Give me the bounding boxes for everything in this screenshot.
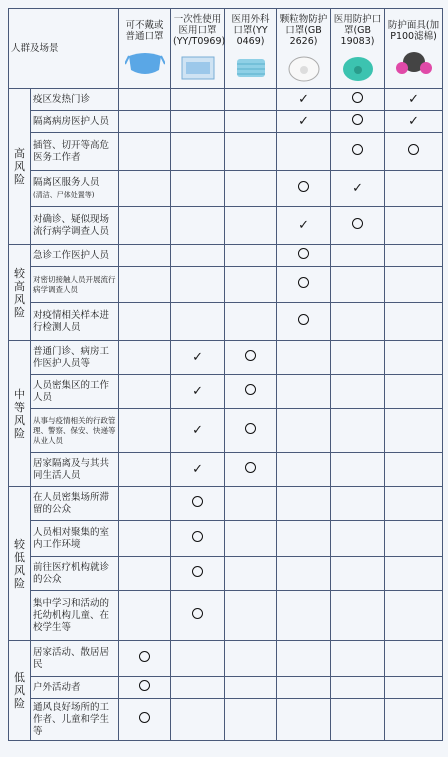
mark-cell <box>331 375 385 409</box>
mark-cell <box>331 641 385 677</box>
mark-cell <box>385 375 443 409</box>
mark-cell <box>277 341 331 375</box>
mark-cell <box>225 453 277 487</box>
mark-cell <box>171 699 225 741</box>
mark-cell <box>119 453 171 487</box>
check-icon: ✓ <box>192 423 203 438</box>
mark-cell <box>171 591 225 641</box>
scene-cell <box>31 303 119 341</box>
scene-label: 疫区发热门诊 <box>33 93 91 105</box>
mark-cell <box>277 521 331 557</box>
header-row <box>9 9 443 89</box>
mark-cell <box>331 453 385 487</box>
scene-label: 集中学习和活动的托幼机构儿童、在校学生等 <box>33 597 110 633</box>
mark-cell <box>385 677 443 699</box>
mark-cell <box>171 375 225 409</box>
risk-level-cell <box>9 487 31 641</box>
mark-cell <box>385 171 443 207</box>
mark-cell <box>385 453 443 487</box>
mark-cell <box>331 133 385 171</box>
mark-cell <box>331 699 385 741</box>
mark-cell <box>225 641 277 677</box>
scene-label: 隔离区服务人员 <box>33 176 100 188</box>
mark-cell <box>119 111 171 133</box>
risk-level-cell <box>9 341 31 487</box>
mark-cell <box>277 267 331 303</box>
table-row <box>9 677 443 699</box>
mark-cell <box>331 521 385 557</box>
mark-cell <box>331 245 385 267</box>
mark-cell <box>225 303 277 341</box>
risk-level-cell <box>9 245 31 341</box>
scene-cell <box>31 487 119 521</box>
check-icon: ✓ <box>192 462 203 477</box>
mark-cell <box>385 699 443 741</box>
mark-cell <box>385 89 443 111</box>
mark-cell <box>385 111 443 133</box>
circle-icon <box>192 608 203 619</box>
mark-cell <box>277 207 331 245</box>
mark-cell <box>225 591 277 641</box>
scene-label: 对密切接触人员开展流行病学调查人员 <box>33 274 116 294</box>
mark-cell <box>277 453 331 487</box>
mark-cell <box>171 111 225 133</box>
scene-label: 插管、切开等高危医务工作者 <box>33 139 110 163</box>
mark-cell <box>119 699 171 741</box>
mark-cell <box>119 677 171 699</box>
disposable-mask-pack-icon <box>178 53 218 83</box>
scene-label: 户外活动者 <box>33 681 81 693</box>
circle-icon <box>245 462 256 473</box>
circle-icon <box>352 218 363 229</box>
mark-cell <box>277 303 331 341</box>
mark-cell <box>119 341 171 375</box>
column-header <box>225 9 277 89</box>
risk-level-label: 较低风险 <box>14 537 25 590</box>
column-label: 可不戴或普通口罩 <box>125 19 164 42</box>
mark-cell <box>119 245 171 267</box>
mark-cell <box>225 557 277 591</box>
mark-cell <box>171 409 225 453</box>
mark-cell <box>385 207 443 245</box>
circle-icon <box>139 651 150 662</box>
mark-cell <box>225 677 277 699</box>
mark-cell <box>171 267 225 303</box>
check-icon: ✓ <box>408 114 419 129</box>
mark-cell <box>225 245 277 267</box>
risk-level-label: 高风险 <box>14 147 25 186</box>
mark-cell <box>225 375 277 409</box>
risk-level-cell <box>9 89 31 245</box>
scene-label: 居家隔离及与其共同生活人员 <box>33 457 110 481</box>
mark-cell <box>119 89 171 111</box>
mark-cell <box>171 171 225 207</box>
circle-icon <box>245 350 256 361</box>
mark-cell <box>277 557 331 591</box>
table-row <box>9 111 443 133</box>
risk-level-label: 中等风险 <box>14 387 25 440</box>
scene-cell <box>31 89 119 111</box>
mark-cell <box>119 521 171 557</box>
check-icon: ✓ <box>192 350 203 365</box>
mark-cell <box>277 409 331 453</box>
risk-level-label: 较高风险 <box>14 266 25 319</box>
mark-cell <box>225 267 277 303</box>
scene-cell <box>31 557 119 591</box>
mark-cell <box>331 207 385 245</box>
mask-guide-table <box>8 8 443 741</box>
mark-cell <box>225 89 277 111</box>
mark-cell <box>119 641 171 677</box>
scene-cell <box>31 133 119 171</box>
circle-icon <box>245 423 256 434</box>
scene-cell <box>31 699 119 741</box>
teal-n95-mask-icon <box>338 53 378 83</box>
table-row <box>9 375 443 409</box>
mark-cell <box>331 303 385 341</box>
mark-cell <box>277 641 331 677</box>
circle-icon <box>192 566 203 577</box>
circle-icon <box>352 114 363 125</box>
mark-cell <box>277 111 331 133</box>
mark-cell <box>225 487 277 521</box>
mark-cell <box>331 591 385 641</box>
scene-cell <box>31 641 119 677</box>
scene-cell <box>31 677 119 699</box>
mark-cell <box>119 409 171 453</box>
mark-cell <box>119 207 171 245</box>
scene-label: 居家活动、散居居民 <box>33 646 110 670</box>
mark-cell <box>385 267 443 303</box>
mark-cell <box>171 341 225 375</box>
circle-icon <box>352 144 363 155</box>
circle-icon <box>298 277 309 288</box>
mark-cell <box>119 133 171 171</box>
scene-label: 急诊工作医护人员 <box>33 249 110 261</box>
scene-cell <box>31 111 119 133</box>
mark-cell <box>385 303 443 341</box>
column-header <box>119 9 171 89</box>
scene-cell <box>31 341 119 375</box>
mark-cell <box>225 409 277 453</box>
circle-icon <box>192 531 203 542</box>
mark-cell <box>171 677 225 699</box>
circle-icon <box>408 144 419 155</box>
mark-cell <box>385 557 443 591</box>
mark-cell <box>331 487 385 521</box>
scene-note: (清洁、尸体处置等) <box>33 190 95 199</box>
table-row <box>9 303 443 341</box>
check-icon: ✓ <box>298 218 309 233</box>
scene-label: 从事与疫情相关的行政管理、警察、保安、快递等从业人员 <box>33 415 116 445</box>
table-row <box>9 171 443 207</box>
surgical-mask-icon <box>231 53 271 83</box>
mark-cell <box>225 171 277 207</box>
table-row <box>9 207 443 245</box>
table-row <box>9 341 443 375</box>
mark-cell <box>277 375 331 409</box>
column-label: 一次性使用医用口罩(YY/T0969) <box>173 14 226 47</box>
table-row <box>9 453 443 487</box>
scene-cell <box>31 375 119 409</box>
mark-cell <box>277 487 331 521</box>
mark-cell <box>331 111 385 133</box>
scene-label: 前往医疗机构就诊的公众 <box>33 561 110 585</box>
scene-cell <box>31 207 119 245</box>
table-row <box>9 699 443 741</box>
mark-cell <box>277 591 331 641</box>
mark-cell <box>225 207 277 245</box>
mark-cell <box>171 487 225 521</box>
risk-level-cell <box>9 641 31 741</box>
table-row <box>9 267 443 303</box>
mark-cell <box>225 133 277 171</box>
scene-label: 隔离病房医护人员 <box>33 115 110 127</box>
mark-cell <box>385 521 443 557</box>
mark-cell <box>171 133 225 171</box>
mark-cell <box>385 245 443 267</box>
scene-label: 人员相对聚集的室内工作环境 <box>33 526 110 550</box>
scene-label: 通风良好场所的工作者、儿童和学生等 <box>33 701 110 737</box>
mark-cell <box>119 375 171 409</box>
mark-cell <box>119 591 171 641</box>
mark-cell <box>171 641 225 677</box>
mark-cell <box>331 89 385 111</box>
table-row <box>9 591 443 641</box>
respirator-mask-icon <box>394 48 434 78</box>
scene-cell <box>31 171 119 207</box>
scene-label: 对确诊、疑似现场流行病学调查人员 <box>33 213 110 237</box>
column-header <box>277 9 331 89</box>
check-icon: ✓ <box>408 92 419 107</box>
mark-cell <box>171 453 225 487</box>
table-row <box>9 557 443 591</box>
scene-label: 在人员密集场所滞留的公众 <box>33 491 110 515</box>
mark-cell <box>171 207 225 245</box>
column-label: 颗粒物防护口罩(GB 2626) <box>279 14 328 47</box>
scene-cell <box>31 409 119 453</box>
column-label: 防护面具(加P100滤棉) <box>387 19 440 42</box>
table-row <box>9 245 443 267</box>
mark-cell <box>331 341 385 375</box>
mark-cell <box>385 641 443 677</box>
mark-cell <box>331 409 385 453</box>
mark-cell <box>331 677 385 699</box>
column-header <box>331 9 385 89</box>
mark-cell <box>119 303 171 341</box>
scene-cell <box>31 521 119 557</box>
mark-cell <box>385 341 443 375</box>
mark-cell <box>225 341 277 375</box>
mark-cell <box>171 521 225 557</box>
mark-cell <box>171 89 225 111</box>
mark-cell <box>277 677 331 699</box>
column-header <box>171 9 225 89</box>
mark-cell <box>277 699 331 741</box>
blue-cloth-mask-icon <box>125 48 165 78</box>
scene-cell <box>31 591 119 641</box>
circle-icon <box>352 92 363 103</box>
column-label: 医用防护口罩(GB 19083) <box>333 14 382 47</box>
mark-cell <box>277 89 331 111</box>
mark-cell <box>119 171 171 207</box>
mark-cell <box>119 487 171 521</box>
table-row <box>9 521 443 557</box>
table-row <box>9 641 443 677</box>
mark-cell <box>119 267 171 303</box>
check-icon: ✓ <box>298 114 309 129</box>
mark-cell <box>385 591 443 641</box>
mark-cell <box>225 111 277 133</box>
scene-label: 人员密集区的工作人员 <box>33 379 110 403</box>
scene-cell <box>31 453 119 487</box>
table-row <box>9 133 443 171</box>
table-body <box>9 89 443 741</box>
scene-label: 普通门诊、病房工作医护人员等 <box>33 345 110 369</box>
mark-cell <box>171 303 225 341</box>
mark-cell <box>385 133 443 171</box>
scene-cell <box>31 267 119 303</box>
mark-cell <box>225 521 277 557</box>
table-row <box>9 487 443 521</box>
table-row <box>9 89 443 111</box>
check-icon: ✓ <box>298 92 309 107</box>
check-icon: ✓ <box>352 181 363 196</box>
mark-cell <box>331 171 385 207</box>
mark-cell <box>331 267 385 303</box>
mark-cell <box>225 699 277 741</box>
white-kn95-mask-icon <box>284 53 324 83</box>
table-row <box>9 409 443 453</box>
scene-label: 对疫情相关样本进行检测人员 <box>33 309 110 333</box>
mark-cell <box>171 245 225 267</box>
check-icon: ✓ <box>192 384 203 399</box>
circle-icon <box>139 680 150 691</box>
circle-icon <box>298 314 309 325</box>
circle-icon <box>298 181 309 192</box>
risk-level-label: 低风险 <box>14 671 25 710</box>
scene-cell <box>31 245 119 267</box>
mark-cell <box>171 557 225 591</box>
mark-cell <box>277 171 331 207</box>
mark-cell <box>385 409 443 453</box>
circle-icon <box>192 496 203 507</box>
scene-header: 人群及场景 <box>9 9 119 89</box>
mark-cell <box>385 487 443 521</box>
mark-cell <box>331 557 385 591</box>
mark-cell <box>277 133 331 171</box>
mark-cell <box>277 245 331 267</box>
circle-icon <box>298 248 309 259</box>
column-header <box>385 9 443 89</box>
circle-icon <box>245 384 256 395</box>
circle-icon <box>139 712 150 723</box>
mark-cell <box>119 557 171 591</box>
column-label: 医用外科口罩(YY 0469) <box>231 14 270 47</box>
